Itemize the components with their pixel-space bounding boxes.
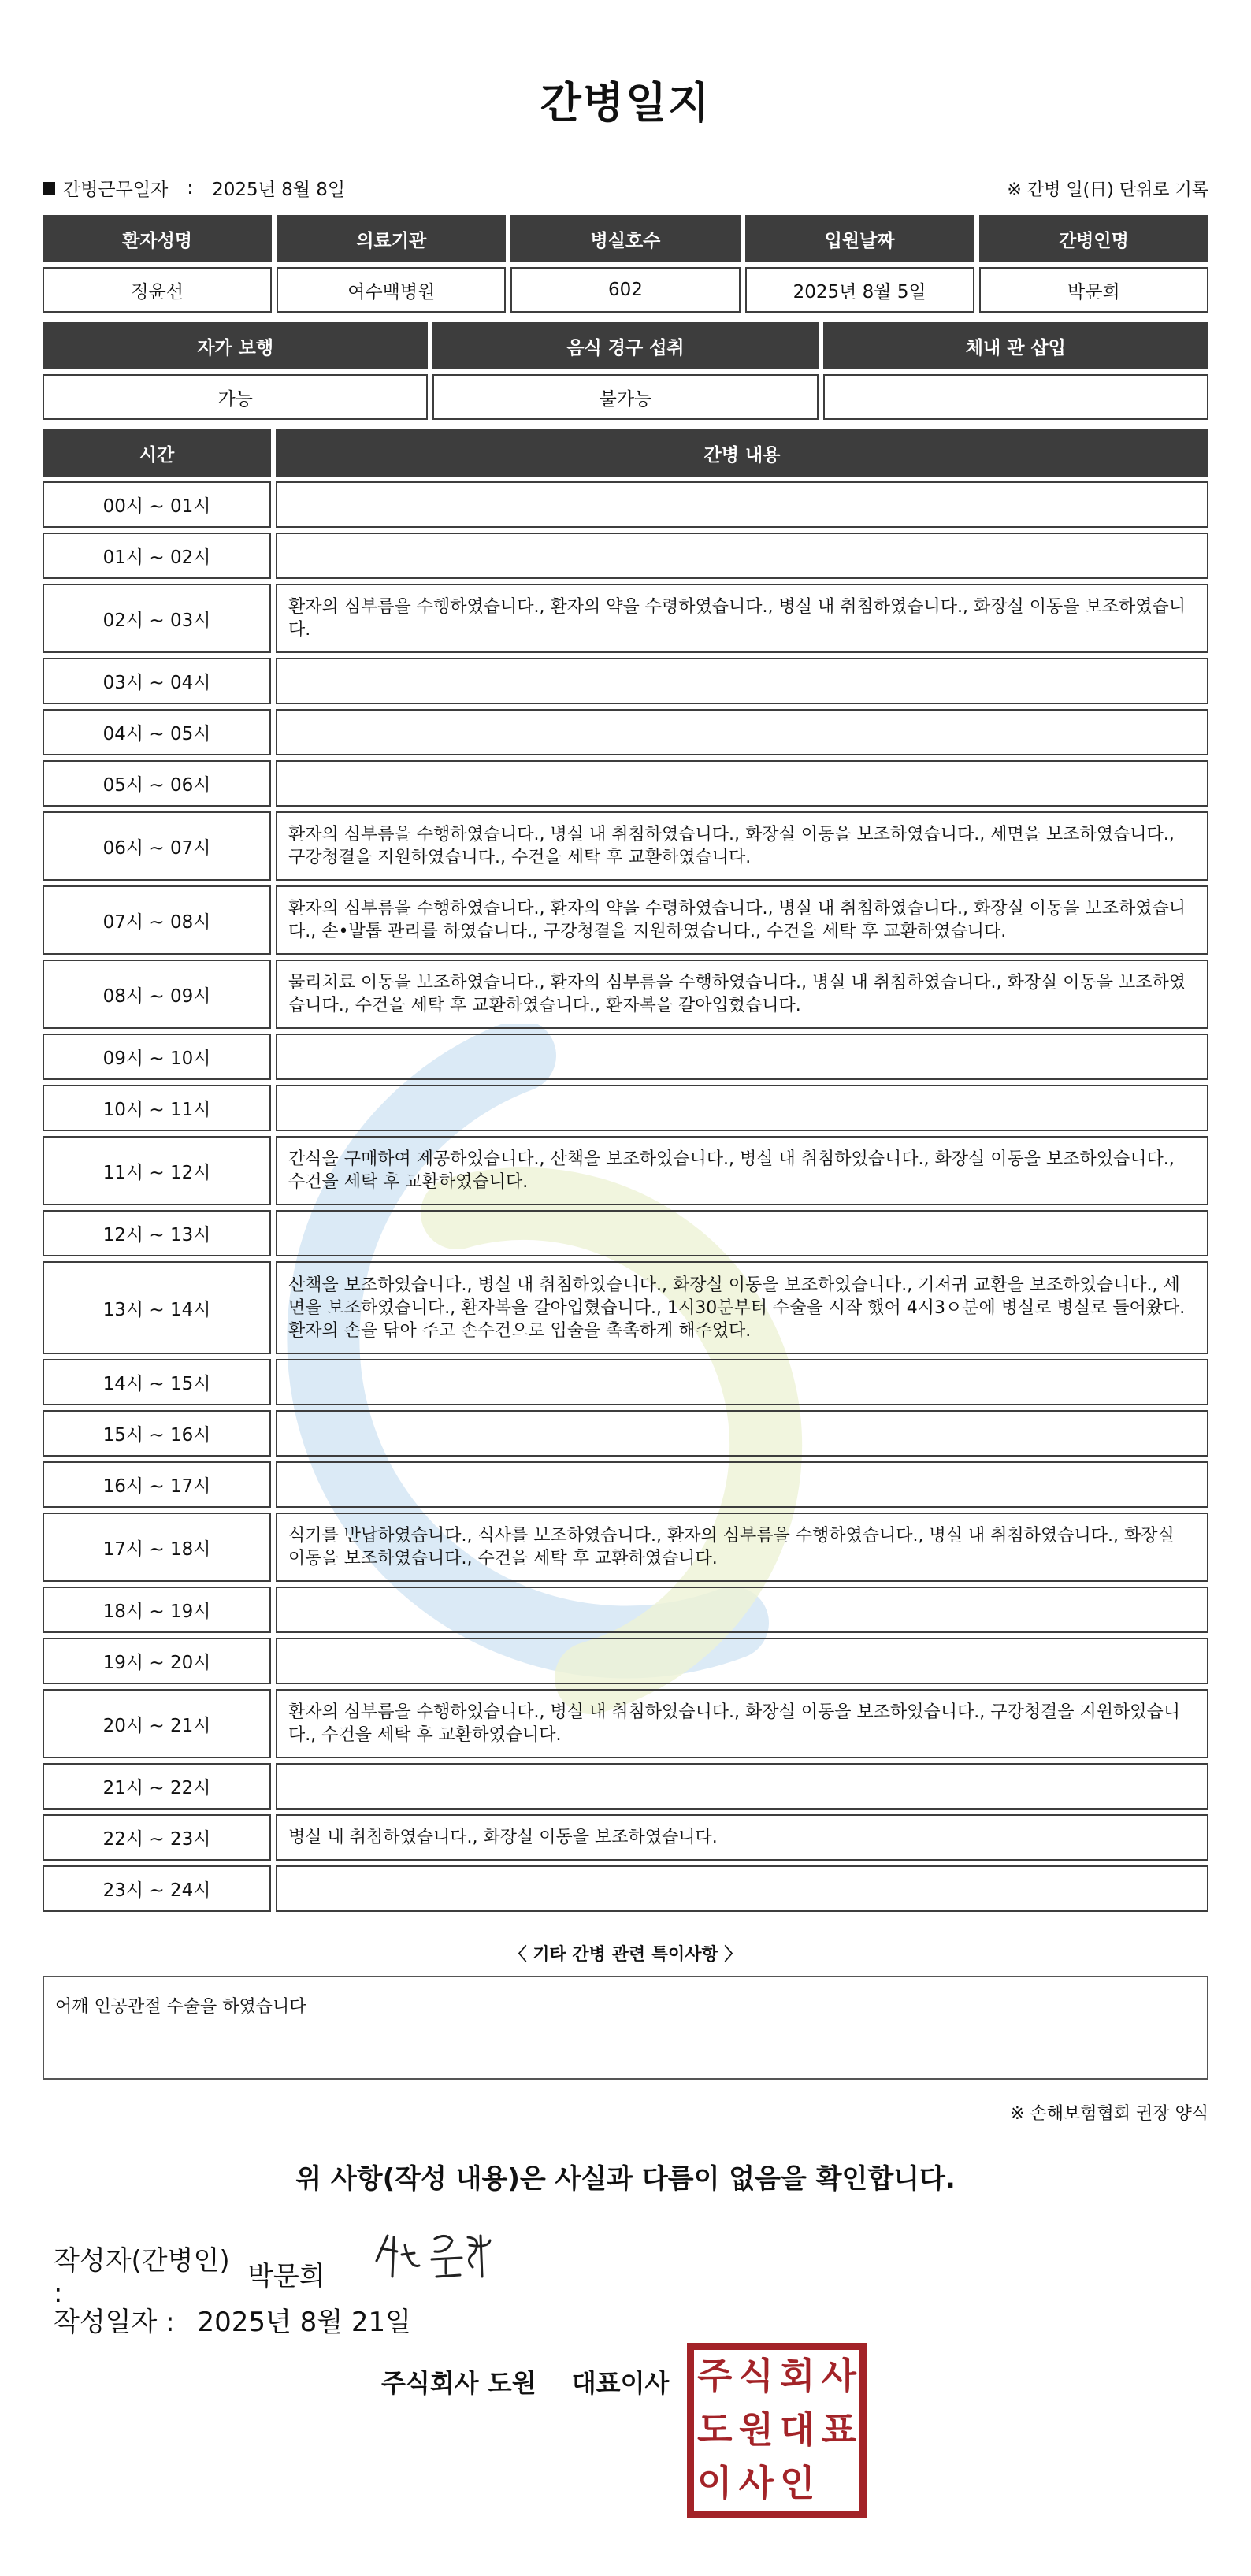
table-row	[43, 960, 1208, 1029]
row-time: 09시 ~ 10시	[43, 1034, 271, 1080]
handwritten-signature	[370, 2222, 496, 2285]
header-content: 간병 내용	[276, 429, 1208, 477]
row-content	[276, 1763, 1208, 1810]
written-date-value: 2025년 8월 21일	[197, 2307, 412, 2338]
row-time: 02시 ~ 03시	[43, 584, 271, 653]
row-content: 산책을 보조하였습니다., 병실 내 취침하였습니다., 화장실 이동을 보조하였습니다., 기저귀 교환을 보조하였습니다., 세면을 보조하였습니다., 환자복을 갈아입혔습니다., 1시30분부터 수술을 시작 했어 4시3ㅇ분에 병실로 병실로 들어왔다. 환자의 손을 닦아 주고 손수건으로 입술을 촉촉하게 해주었다.	[276, 1261, 1208, 1354]
row-content	[276, 533, 1208, 579]
row-content	[276, 1034, 1208, 1080]
row-time: 05시 ~ 06시	[43, 760, 271, 807]
row-content: 환자의 심부름을 수행하였습니다., 병실 내 취침하였습니다., 화장실 이동을 보조하였습니다., 구강청결을 지원하였습니다., 수건을 세탁 후 교환하였습니다.	[276, 1689, 1208, 1758]
oral-intake-status: 불가능	[432, 374, 818, 420]
row-time: 08시 ~ 09시	[43, 960, 271, 1029]
work-date-label: 간병근무일자	[63, 180, 169, 200]
company-name: 주식회사 도원	[381, 2368, 536, 2398]
table-row	[43, 1513, 1208, 1582]
unit-note: ※ 간병 일(日) 단위로 기록	[1007, 180, 1208, 200]
company-role: 대표이사	[571, 2368, 670, 2398]
row-content: 간식을 구매하여 제공하였습니다., 산책을 보조하였습니다., 병실 내 취침하였습니다., 화장실 이동을 보조하였습니다., 수건을 세탁 후 교환하였습니다.	[276, 1136, 1208, 1205]
status-header-row	[43, 322, 1208, 369]
notes-content: 어깨 인공관절 수술을 하였습니다	[55, 1997, 306, 2017]
table-row	[43, 709, 1208, 755]
notes-title: 〈 기타 간병 관련 특이사항 〉	[509, 1945, 742, 1965]
row-content	[276, 760, 1208, 807]
work-date-sep: :	[187, 177, 194, 199]
patient-name: 정윤선	[43, 267, 272, 313]
written-date-line	[54, 2300, 411, 2339]
table-row	[43, 1638, 1208, 1684]
table-row	[43, 584, 1208, 653]
seal-text: 주 식 회 사 도 원 대 표 이 사 인	[697, 2355, 856, 2504]
status-info-table	[38, 317, 1213, 425]
work-date-value: 2025년 8월 8일	[212, 180, 346, 200]
row-content	[276, 481, 1208, 528]
row-content: 식기를 반납하였습니다., 식사를 보조하였습니다., 환자의 심부름을 수행하였습니다., 병실 내 취침하였습니다., 화장실 이동을 보조하였습니다., 수건을 세탁 후 교환하였습니다.	[276, 1513, 1208, 1582]
row-content	[276, 1085, 1208, 1131]
room-number: 602	[510, 267, 740, 313]
table-row	[43, 1136, 1208, 1205]
row-time: 07시 ~ 08시	[43, 885, 271, 955]
header-patient-name: 환자성명	[43, 215, 272, 262]
hospital: 여수백병원	[277, 267, 506, 313]
row-content	[276, 658, 1208, 704]
schedule-header-row	[43, 429, 1208, 477]
patient-info-header-row	[43, 215, 1208, 262]
form-note: ※ 손해보험협회 권장 양식	[1010, 2104, 1208, 2124]
notes-box	[43, 1976, 1208, 2080]
header-time: 시간	[43, 429, 271, 477]
patient-info-table	[38, 210, 1213, 317]
row-time: 04시 ~ 05시	[43, 709, 271, 755]
row-time: 13시 ~ 14시	[43, 1261, 271, 1354]
writer-line	[54, 2239, 325, 2309]
row-time: 03시 ~ 04시	[43, 658, 271, 704]
row-content	[276, 709, 1208, 755]
header-hospital: 의료기관	[277, 215, 506, 262]
writer-name: 박문희	[247, 2261, 325, 2292]
header-walking: 자가 보행	[43, 322, 428, 369]
writer-label: 작성자(간병인) :	[54, 2245, 230, 2309]
admission-date: 2025년 8월 5일	[745, 267, 974, 313]
row-time: 15시 ~ 16시	[43, 1410, 271, 1457]
table-row	[43, 1034, 1208, 1080]
row-time: 10시 ~ 11시	[43, 1085, 271, 1131]
table-row	[43, 1210, 1208, 1256]
table-row	[43, 481, 1208, 528]
table-row	[43, 811, 1208, 881]
written-date-label: 작성일자 :	[54, 2307, 175, 2338]
row-content: 환자의 심부름을 수행하였습니다., 병실 내 취침하였습니다., 화장실 이동을 보조하였습니다., 세면을 보조하였습니다., 구강청결을 지원하였습니다., 수건을 세탁 후 교환하였습니다.	[276, 811, 1208, 881]
header-oral-intake: 음식 경구 섭취	[432, 322, 818, 369]
row-content	[276, 1410, 1208, 1457]
patient-info-value-row	[43, 267, 1208, 313]
row-content: 환자의 심부름을 수행하였습니다., 환자의 약을 수령하였습니다., 병실 내 취침하였습니다., 화장실 이동을 보조하였습니다., 손•발톱 관리를 하였습니다., 구강청결을 지원하였습니다., 수건을 세탁 후 교환하였습니다.	[276, 885, 1208, 955]
row-time: 12시 ~ 13시	[43, 1210, 271, 1256]
row-content	[276, 1359, 1208, 1405]
row-time: 01시 ~ 02시	[43, 533, 271, 579]
table-row	[43, 1410, 1208, 1457]
row-content: 병실 내 취침하였습니다., 화장실 이동을 보조하였습니다.	[276, 1814, 1208, 1861]
row-content: 물리치료 이동을 보조하였습니다., 환자의 심부름을 수행하였습니다., 병실 내 취침하였습니다., 화장실 이동을 보조하였습니다., 수건을 세탁 후 교환하였습니다., 환자복을 갈아입혔습니다.	[276, 960, 1208, 1029]
row-time: 18시 ~ 19시	[43, 1587, 271, 1633]
row-content	[276, 1865, 1208, 1912]
table-row	[43, 1587, 1208, 1633]
caregiver-name: 박문희	[979, 267, 1208, 313]
header-admission-date: 입원날짜	[745, 215, 974, 262]
row-content	[276, 1638, 1208, 1684]
row-time: 22시 ~ 23시	[43, 1814, 271, 1861]
table-row	[43, 533, 1208, 579]
schedule-table	[38, 425, 1213, 1917]
table-row	[43, 1461, 1208, 1508]
table-row	[43, 1085, 1208, 1131]
square-bullet-icon	[43, 182, 55, 195]
row-time: 06시 ~ 07시	[43, 811, 271, 881]
work-date-line	[43, 175, 345, 201]
company-signature-line	[381, 2363, 669, 2400]
row-time: 20시 ~ 21시	[43, 1689, 271, 1758]
table-row	[43, 1763, 1208, 1810]
row-time: 11시 ~ 12시	[43, 1136, 271, 1205]
document-title: 간병일지	[540, 78, 711, 128]
row-time: 23시 ~ 24시	[43, 1865, 271, 1912]
tube-status	[823, 374, 1208, 420]
status-value-row	[43, 374, 1208, 420]
table-row	[43, 760, 1208, 807]
confirmation-statement: 위 사항(작성 내용)은 사실과 다름이 없음을 확인합니다.	[295, 2163, 956, 2195]
row-time: 14시 ~ 15시	[43, 1359, 271, 1405]
table-row	[43, 1814, 1208, 1861]
table-row	[43, 658, 1208, 704]
table-row	[43, 1689, 1208, 1758]
row-time: 21시 ~ 22시	[43, 1763, 271, 1810]
header-tube: 체내 관 삽입	[823, 322, 1208, 369]
row-time: 19시 ~ 20시	[43, 1638, 271, 1684]
row-content	[276, 1461, 1208, 1508]
row-time: 00시 ~ 01시	[43, 481, 271, 528]
row-content	[276, 1210, 1208, 1256]
row-content	[276, 1587, 1208, 1633]
company-seal-stamp	[687, 2343, 867, 2518]
table-row	[43, 1359, 1208, 1405]
header-room: 병실호수	[510, 215, 740, 262]
header-caregiver: 간병인명	[979, 215, 1208, 262]
table-row	[43, 1261, 1208, 1354]
table-row	[43, 885, 1208, 955]
row-time: 16시 ~ 17시	[43, 1461, 271, 1508]
table-row	[43, 1865, 1208, 1912]
row-content: 환자의 심부름을 수행하였습니다., 환자의 약을 수령하였습니다., 병실 내 취침하였습니다., 화장실 이동을 보조하였습니다.	[276, 584, 1208, 653]
walking-status: 가능	[43, 374, 428, 420]
row-time: 17시 ~ 18시	[43, 1513, 271, 1582]
